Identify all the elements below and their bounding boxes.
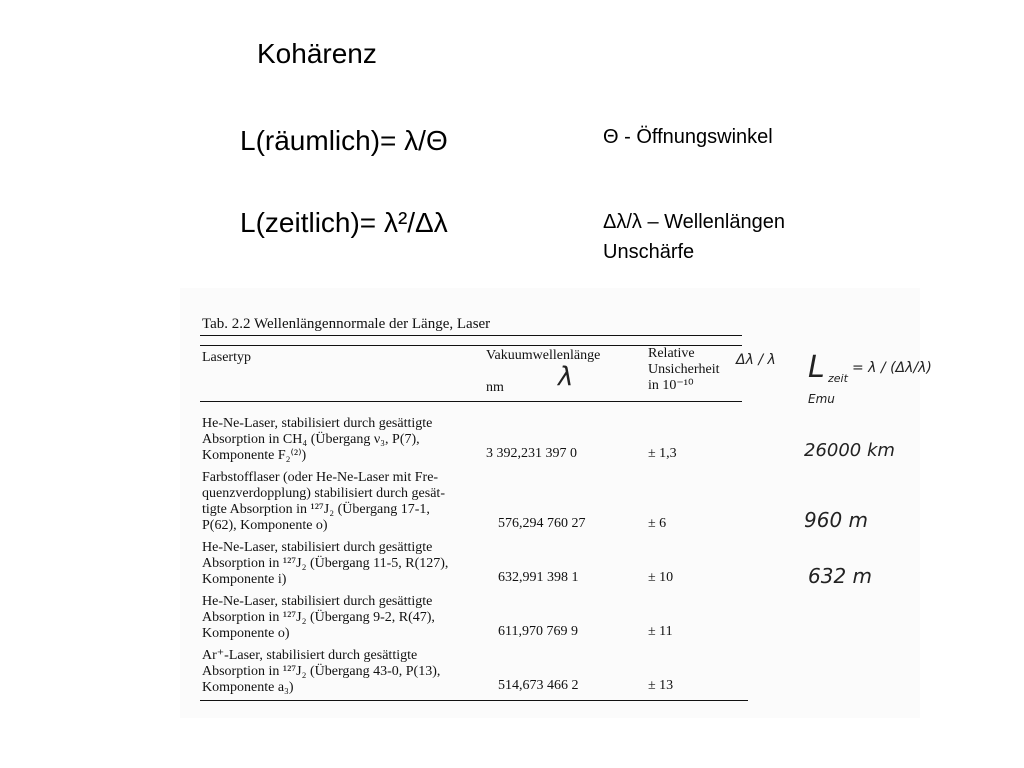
handwritten-value: 632 m xyxy=(808,564,873,588)
row-desc-line: Komponente o) xyxy=(202,626,290,641)
row-desc-line: Komponente F₂⁽²⁾) xyxy=(202,448,307,463)
row-uncertainty: ± 13 xyxy=(648,678,674,693)
table-row xyxy=(202,416,432,464)
row-wavelength: 632,991 398 1 xyxy=(498,570,579,585)
handwritten-value: 26000 km xyxy=(804,440,895,461)
table-caption: Tab. 2.2 Wellenlängennormale der Länge, Laser xyxy=(202,316,491,332)
row-wavelength: 611,970 769 9 xyxy=(498,624,578,639)
handwritten-formula-rhs: = λ / (Δλ/λ) xyxy=(852,360,932,376)
header-uncertainty xyxy=(648,346,720,394)
table-rule-top xyxy=(200,335,742,336)
table-row xyxy=(202,594,435,642)
table-rule-body xyxy=(200,401,742,402)
row-desc-line: He-Ne-Laser, stabilisiert durch gesättigte xyxy=(202,594,433,609)
handwritten-formula-lhs: L xyxy=(808,350,825,385)
handwritten-value: 960 m xyxy=(804,508,869,532)
note-line: Unschärfe xyxy=(603,241,695,263)
wavelength-uncertainty-note xyxy=(603,207,785,267)
row-uncertainty: ± 10 xyxy=(648,570,674,585)
row-desc-line: quenzverdopplung) stabilisiert durch gesät- xyxy=(202,486,445,501)
temporal-coherence-formula: L(zeitlich)= λ²/Δλ xyxy=(240,207,448,238)
row-desc-line: Ar⁺-Laser, stabilisiert durch gesättigte xyxy=(202,648,418,663)
header-uncertainty-line: in 10⁻¹⁰ xyxy=(648,378,694,393)
row-desc-line: Absorption in ¹²⁷J₂ (Übergang 9-2, R(47), xyxy=(202,610,435,625)
row-wavelength: 576,294 760 27 xyxy=(498,516,586,531)
row-desc-line: Komponente i) xyxy=(202,572,287,587)
row-desc-line: Absorption in ¹²⁷J₂ (Übergang 11-5, R(127), xyxy=(202,556,449,571)
row-desc-line: Absorption in ¹²⁷J₂ (Übergang 43-0, P(13), xyxy=(202,664,441,679)
header-wavelength: Vakuumwellenlänge xyxy=(486,348,601,363)
slide-title: Kohärenz xyxy=(257,38,377,69)
row-uncertainty: ± 11 xyxy=(648,624,673,639)
row-uncertainty: ± 6 xyxy=(648,516,667,531)
opening-angle-note: Θ - Öffnungswinkel xyxy=(603,126,773,148)
handwritten-ratio: Δλ / λ xyxy=(736,352,776,368)
row-desc-line: Komponente a₃) xyxy=(202,680,294,695)
note-line: Δλ/λ – Wellenlängen xyxy=(603,211,785,233)
header-wavelength-unit: nm xyxy=(486,380,504,395)
row-wavelength: 3 392,231 397 0 xyxy=(486,446,577,461)
row-wavelength: 514,673 466 2 xyxy=(498,678,579,693)
handwritten-formula-sub2: Emu xyxy=(808,392,835,406)
row-desc-line: He-Ne-Laser, stabilisiert durch gesättigte xyxy=(202,540,433,555)
row-desc-line: He-Ne-Laser, stabilisiert durch gesättigte xyxy=(202,416,433,431)
row-uncertainty: ± 1,3 xyxy=(648,446,677,461)
row-desc-line: Absorption in CH₄ (Übergang ν₃, P(7), xyxy=(202,432,420,447)
table-row xyxy=(202,540,448,588)
table-row xyxy=(202,648,440,696)
handwritten-lambda: λ xyxy=(558,362,574,392)
header-uncertainty-line: Unsicherheit xyxy=(648,362,720,377)
handwritten-formula-subscript: zeit xyxy=(828,372,848,385)
row-desc-line: tigte Absorption in ¹²⁷J₂ (Übergang 17-1, xyxy=(202,502,430,517)
header-lasertyp: Lasertyp xyxy=(202,350,251,365)
table-row xyxy=(202,470,445,534)
table-rule-bottom xyxy=(200,700,748,701)
row-desc-line: P(62), Komponente o) xyxy=(202,518,328,533)
spatial-coherence-formula: L(räumlich)= λ/Θ xyxy=(240,125,448,156)
scanned-table xyxy=(180,288,932,718)
header-uncertainty-line: Relative xyxy=(648,346,695,361)
row-desc-line: Farbstofflaser (oder He-Ne-Laser mit Fre- xyxy=(202,470,439,485)
